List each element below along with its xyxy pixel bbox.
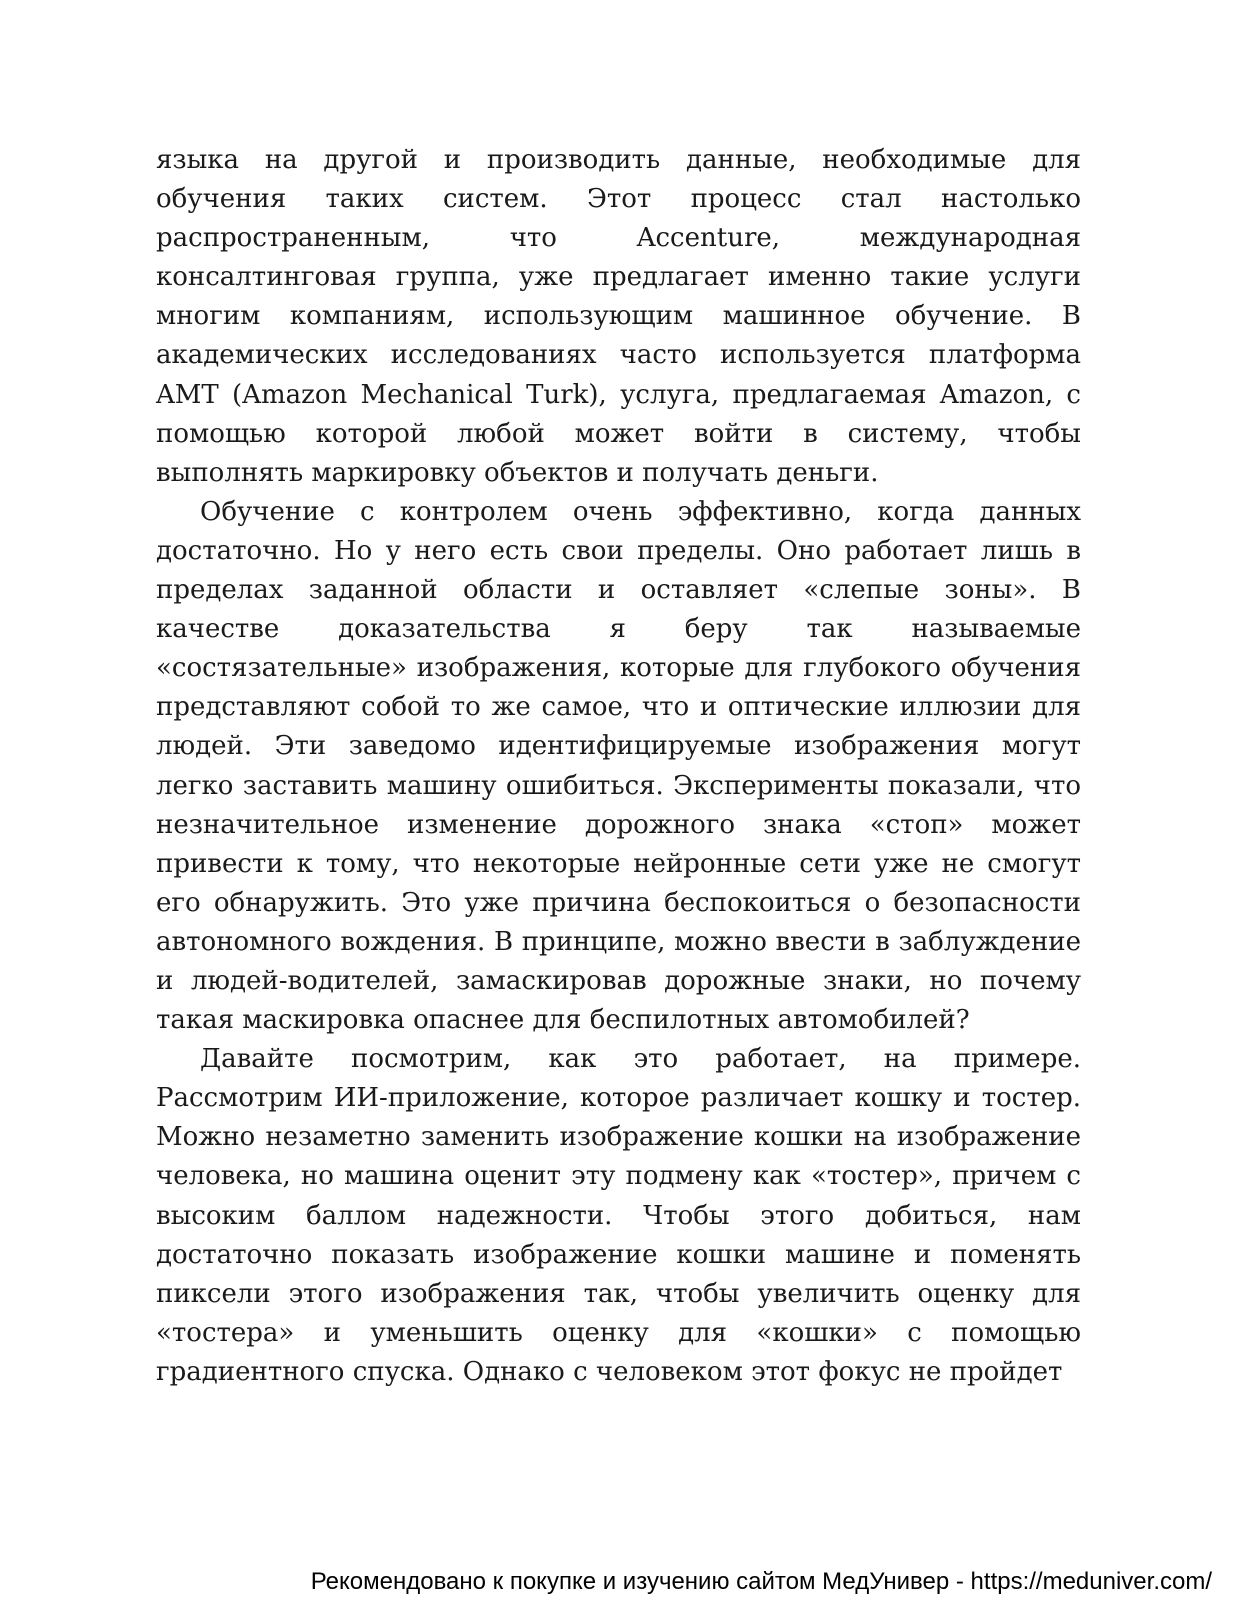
paragraph-continued: языка на другой и производить данные, необходимые для обучения таких систем. Этот процесс стал настолько распространенным, что Accenture, международная консалтинговая группа, уже предлагает именно такие услуги многим компаниям, использующим машинное обучение. В академических исследованиях часто используется платформа AMT (Amazon Mechanical Turk), услуга, предлагаемая Amazon, с помощью которой любой может войти в систему, чтобы выполнять маркировку объектов и получать деньги. (156, 145, 1081, 488)
paragraph-supervised-learning: Обучение с контролем очень эффективно, когда данных достаточно. Но у него есть свои пределы. Оно работает лишь в пределах заданной области и оставляет «слепые зоны». В качестве доказательства я беру так называемые «состязательные» изображения, которые для глубокого обучения представляют собой то же самое, что и оптические иллюзии для людей. Эти заведомо идентифицируемые изображения могут легко заставить машину ошибиться. Эксперименты показали, что незначительное изменение дорожного знака «стоп» может привести к тому, что некоторые нейронные сети уже не смогут его обнаружить. Это уже причина беспокоиться о безопасности автономного вождения. В принципе, можно ввести в заблуждение и людей-водителей, замаскировав дорожные знаки, но почему такая маскировка опаснее для беспилотных автомобилей? (156, 496, 1081, 1036)
footer-link[interactable]: https://meduniver.com/ (970, 1568, 1212, 1595)
page-body-text (156, 141, 1081, 1392)
footer-text: Рекомендовано к покупке и изучению сайтом МедУнивер - (310, 1568, 971, 1595)
paragraph-cat-toaster-example: Давайте посмотрим, как это работает, на примере. Рассмотрим ИИ-приложение, которое различает кошку и тостер. Можно незаметно заменить изображение кошки на изображение человека, но машина оценит эту подмену как «тостер», причем с высоким баллом надежности. Чтобы этого добиться, нам достаточно показать изображение кошки машине и поменять пиксели этого изображения так, чтобы увеличить оценку для «тостера» и уменьшить оценку для «кошки» с помощью градиентного спуска. Однако с человеком этот фокус не пройдет (156, 1044, 1081, 1387)
footer-recommendation (0, 1568, 1212, 1596)
